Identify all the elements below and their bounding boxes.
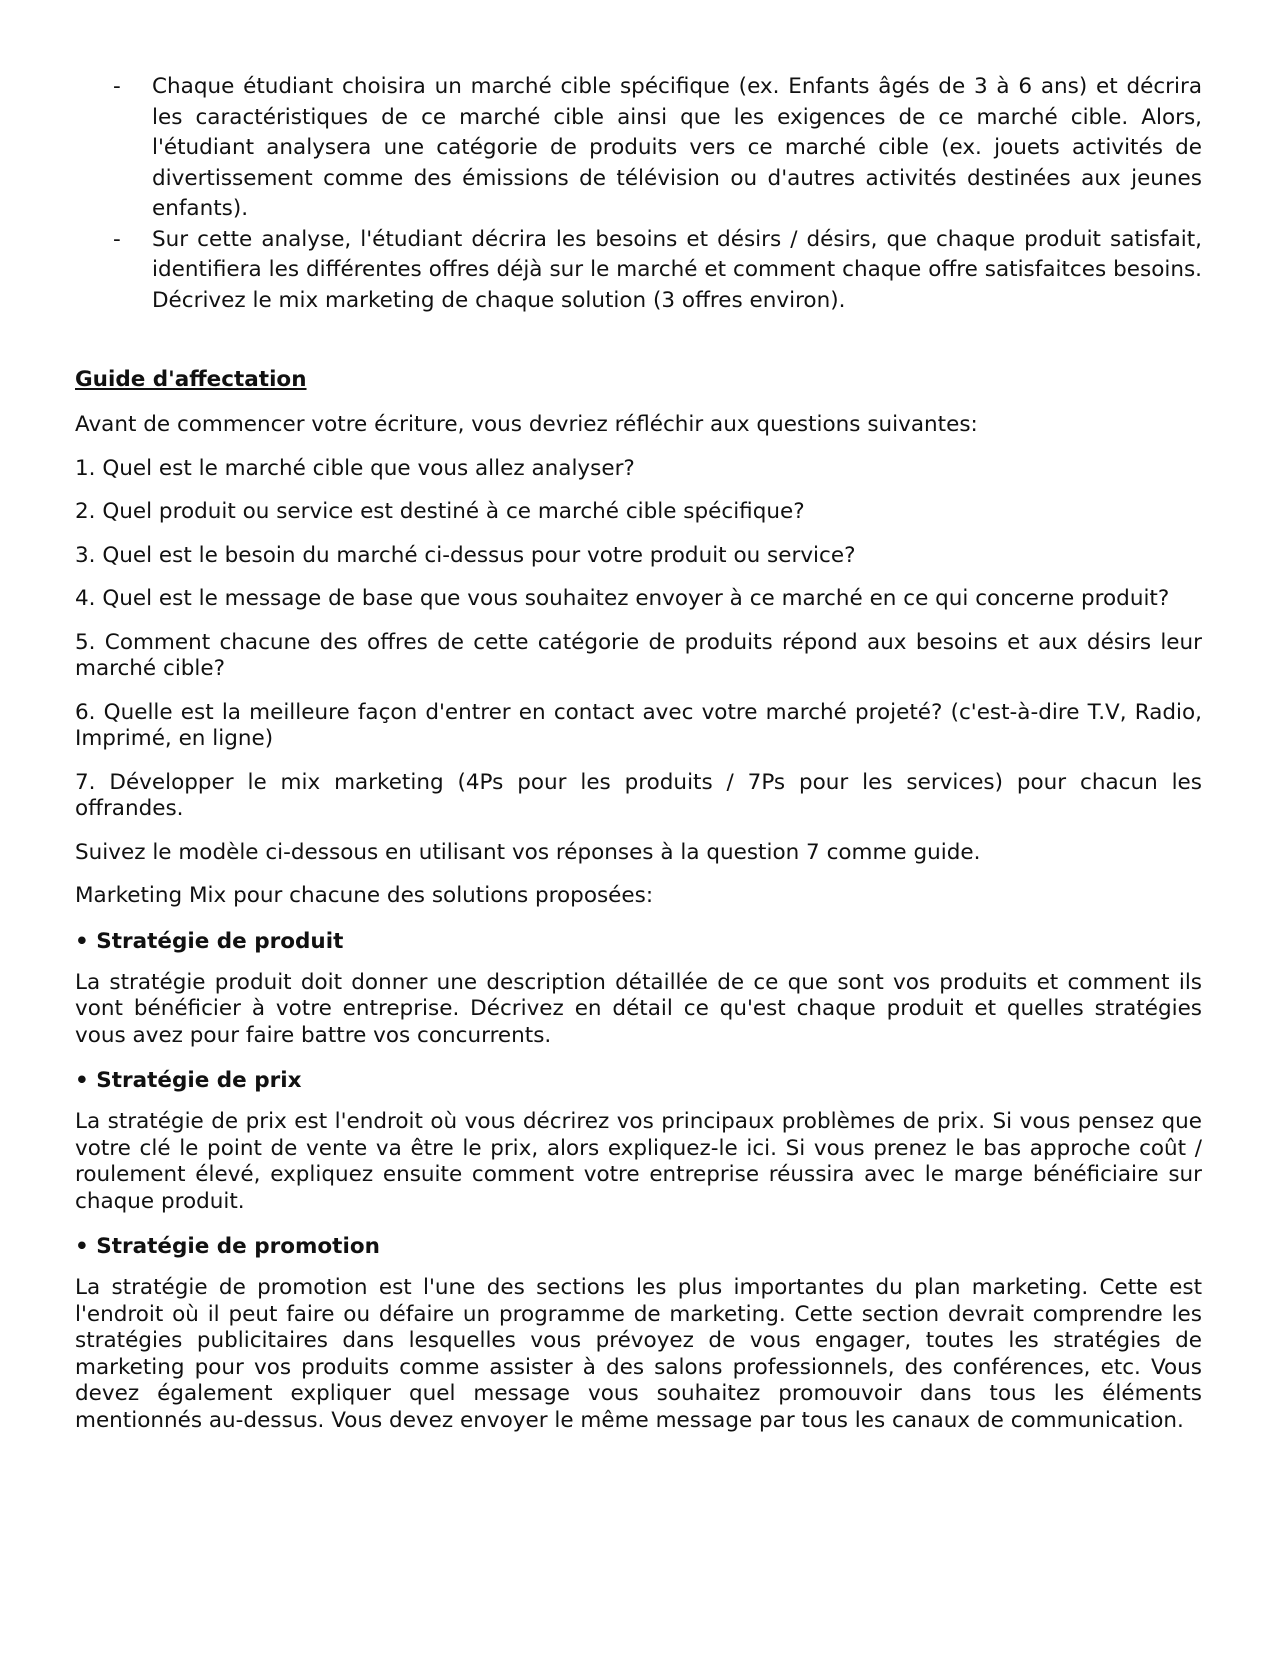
follow-instruction: Suivez le modèle ci-dessous en utilisant vos réponses à la question 7 comme guide. — [75, 839, 981, 865]
promotion-strategy-title: • Stratégie de promotion — [75, 1234, 380, 1259]
guide-intro: Avant de commencer votre écriture, vous devriez réfléchir aux questions suivantes: — [75, 412, 978, 437]
price-strategy-body: La stratégie de prix est l'endroit où vous décrirez vos principaux problèmes de prix. Si vous pensez que votre clé le point de vente va être le prix, alors expliquez-le ici. Si vous prenez le bas approche coût / roulement élevé, expliquez ensuite comment votre entreprise réussira avec le marge bénéficiaire sur chaque produit. — [75, 1109, 1202, 1214]
question-5: 5. Comment chacune des offres de cette catégorie de produits répond aux besoins et aux désirs leur marché cible? — [75, 629, 1202, 681]
question-1: 1. Quel est le marché cible que vous allez analyser? — [75, 455, 635, 481]
product-strategy-body: La stratégie produit doit donner une description détaillée de ce que sont vos produits et comment ils vont bénéficier à votre entreprise. Décrivez en détail ce qu'est chaque produit et quelles stratégies vous avez pour faire battre vos concurrents. — [75, 969, 1202, 1048]
guide-heading: Guide d'affectation — [75, 367, 307, 392]
question-7: 7. Développer le mix marketing (4Ps pour les produits / 7Ps pour les services) pour chacun les offrandes. — [75, 769, 1202, 821]
bullet-text: Sur cette analyse, l'étudiant décrira les besoins et désirs / désirs, que chaque produit satisfait, identifiera les différentes offres déjà sur le marché et comment chaque offre satisfaitces besoins. Décrivez le mix marketing de chaque solution (3 offres environ). — [152, 226, 1202, 313]
product-strategy-title: • Stratégie de produit — [75, 928, 344, 954]
question-4: 4. Quel est le message de base que vous souhaitez envoyer à ce marché en ce qui concerne produit? — [75, 586, 1170, 611]
question-6: 6. Quelle est la meilleure façon d'entrer en contact avec votre marché projeté? (c'est-à-dire T.V, Radio, Imprimé, en ligne) — [75, 699, 1202, 751]
bullet-list — [75, 72, 1202, 316]
question-3: 3. Quel est le besoin du marché ci-dessus pour votre produit ou service? — [75, 542, 856, 568]
price-strategy-title: • Stratégie de prix — [75, 1068, 302, 1093]
bullet-item — [75, 225, 1202, 317]
dash-marker: - — [113, 74, 121, 99]
marketing-mix-intro: Marketing Mix pour chacune des solutions proposées: — [75, 883, 654, 908]
document-body — [75, 72, 1202, 1434]
bullet-item — [75, 72, 1202, 225]
dash-marker: - — [113, 226, 121, 252]
promotion-strategy-body: La stratégie de promotion est l'une des sections les plus importantes du plan marketing. Cette est l'endroit où il peut faire ou défaire un programme de marketing. Cette section devrait comprendre les stratégies publicitaires dans lesquelles vous prévoyez de vous engager, toutes les stratégies de marketing pour vos produits comme assister à des salons professionnels, des conférences, etc. Vous devez également expliquer quel message vous souhaitez promouvoir dans tous les éléments mentionnés au-dessus. Vous devez envoyer le même message par tous les canaux de communication. — [75, 1275, 1202, 1433]
bullet-text: Chaque étudiant choisira un marché cible spécifique (ex. Enfants âgés de 3 à 6 ans) et décrira les caractéristiques de ce marché cible ainsi que les exigences de ce marché cible. Alors, l'étudiant analysera une catégorie de produits vers ce marché cible (ex. jouets activités de divertissement comme des émissions de télévision ou d'autres activités destinées aux jeunes enfants). — [152, 74, 1202, 221]
question-2: 2. Quel produit ou service est destiné à ce marché cible spécifique? — [75, 499, 805, 524]
